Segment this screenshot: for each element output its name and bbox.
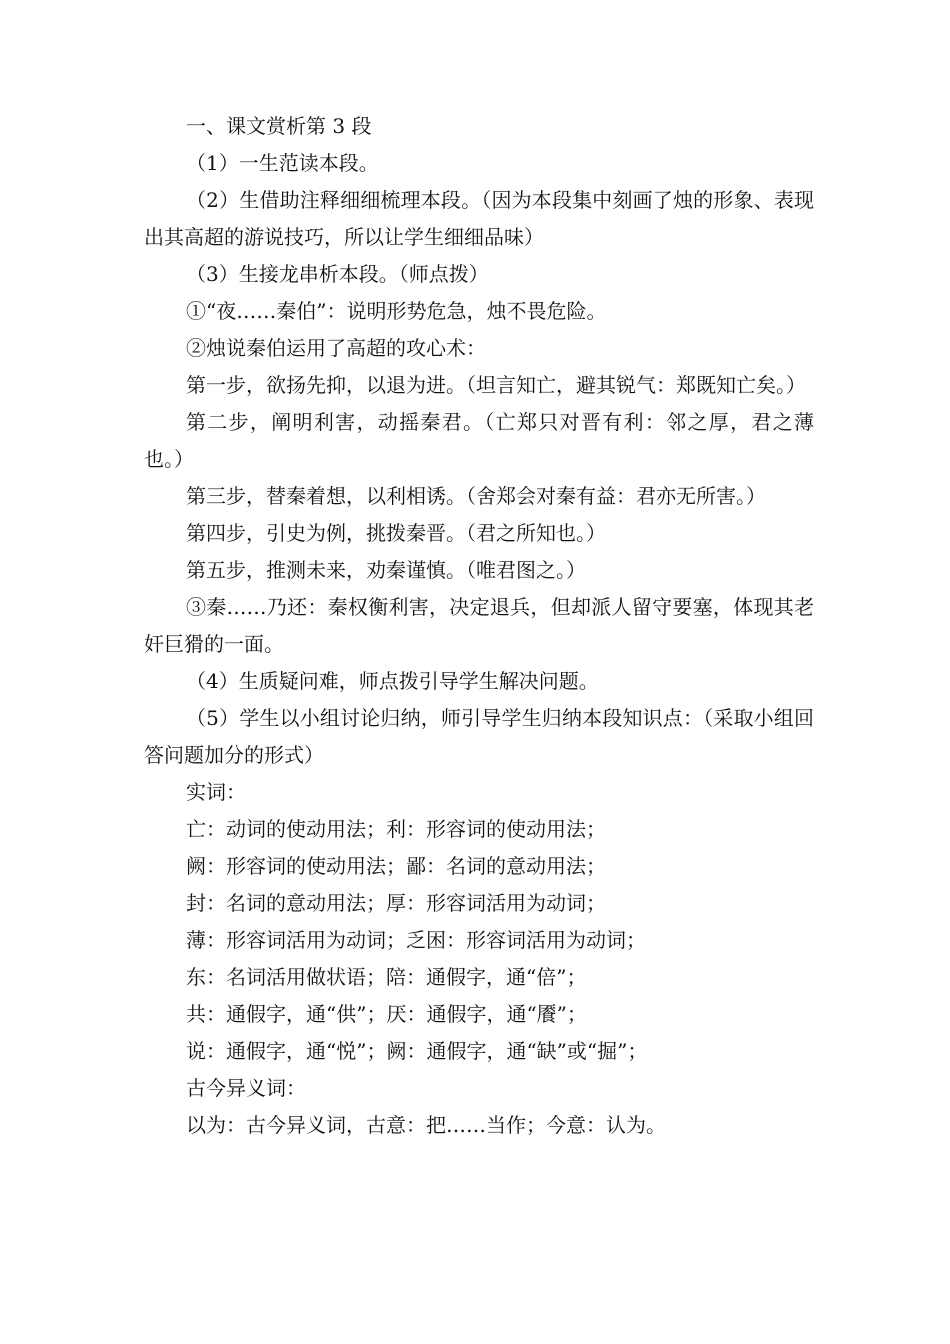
paragraph: 第一步，欲扬先抑，以退为进。（坦言知亡，避其锐气：郑既知亡矣。） (186, 373, 806, 397)
paragraph: 亡：动词的使动用法；利：形容词的使动用法； (186, 817, 606, 841)
paragraph: 薄：形容词活用为动词；乏困：形容词活用为动词； (186, 928, 646, 952)
paragraph: （5）学生以小组讨论归纳，师引导学生归纳本段知识点：（采取小组回答问题加分的形式） (144, 706, 814, 767)
section-heading: 一、课文赏析第 3 段 (186, 114, 372, 138)
paragraph: （4）生质疑问难，师点拨引导学生解决问题。 (186, 669, 599, 693)
paragraph: （3）生接龙串析本段。（师点拨） (186, 262, 489, 286)
paragraph: ②烛说秦伯运用了高超的攻心术： (186, 336, 486, 360)
subheading: 实词： (186, 780, 246, 804)
paragraph: 第三步，替秦着想，以利相诱。（舍郑会对秦有益：君亦无所害。） (186, 484, 766, 508)
paragraph: 第四步，引史为例，挑拨秦晋。（君之所知也。） (186, 521, 606, 545)
paragraph: ③秦……乃还：秦权衡利害，决定退兵，但却派人留守要塞，体现其老奸巨猾的一面。 (144, 595, 814, 656)
paragraph: 东：名词活用做状语；陪：通假字，通“倍”； (186, 965, 587, 989)
paragraph: 阙：形容词的使动用法；鄙：名词的意动用法； (186, 854, 606, 878)
paragraph: ①“夜……秦伯”：说明形势危急，烛不畏危险。 (186, 299, 607, 323)
paragraph: （1）一生范读本段。 (186, 151, 379, 175)
paragraph: 封：名词的意动用法；厚：形容词活用为动词； (186, 891, 606, 915)
paragraph: （2）生借助注释细细梳理本段。（因为本段集中刻画了烛的形象、表现出其高超的游说技巧，所以让学生细细品味） (144, 188, 814, 249)
paragraph: 第二步，阐明利害，动摇秦君。（亡郑只对晋有利：邻之厚，君之薄也。） (144, 410, 814, 471)
paragraph: 说：通假字，通“悦”；阙：通假字，通“缺”或“掘”； (186, 1039, 648, 1063)
subheading: 古今异义词： (186, 1076, 306, 1100)
paragraph: 第五步，推测未来，劝秦谨慎。（唯君图之。） (186, 558, 586, 582)
paragraph: 共：通假字，通“供”；厌：通假字，通“餍”； (186, 1002, 587, 1026)
document-body (144, 108, 814, 1144)
paragraph: 以为：古今异义词，古意：把……当作；今意：认为。 (186, 1113, 666, 1137)
